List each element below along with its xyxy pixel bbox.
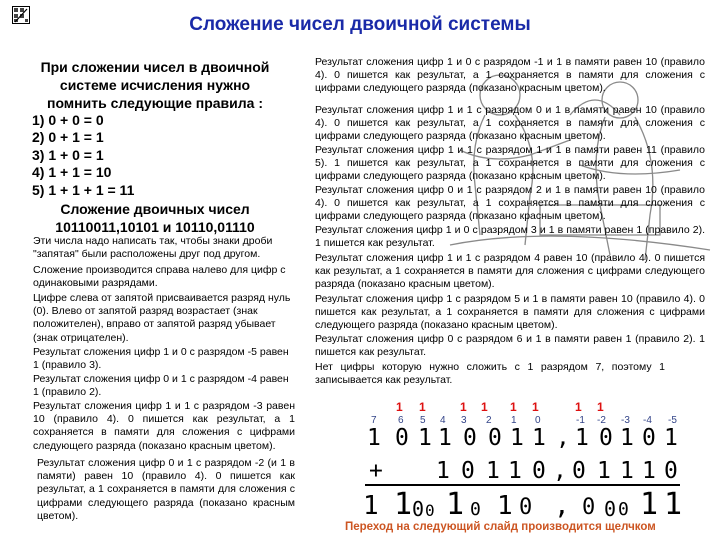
addend1-digit: 0 [395,425,409,451]
addend1-digit: 0 [488,425,502,451]
addend2-digit: 0 [664,458,678,484]
carry-digit: 1 [510,400,517,414]
position-label: 7 [371,415,377,426]
addend2-digit: 0 [532,458,546,484]
right-paragraph: Результат сложения цифр 1 с разрядом 5 и 1 в памяти равен 10 (правило 4). 0 пишется как результат, а 1 сохраняется в памяти для сложения с цифрами следующего разряда (показано красным цветом). [315,293,705,332]
example-title: Сложение двоичных чисел 10110011,10101 и 10110,01110 [55,201,255,235]
addend1-digit: 1 [367,425,381,451]
result-digit: 1 [363,491,379,521]
footer-hint: Переход на следующий слайд производится щелчком [345,521,656,533]
addend1-digit: , [556,425,570,451]
right-paragraph: Результат сложения цифр 1 и 1 с разрядом 4 равен 10 (правило 4). 0 пишется как результат, а 1 сохраняется в памяти для сложения с цифрами следующего разряда (показано красным цветом). [315,252,705,291]
position-label: 4 [440,415,446,426]
result-digit: 0 [618,499,629,520]
carry-digit: 1 [481,400,488,414]
addend2-digit: 1 [508,458,522,484]
position-label: 1 [511,415,517,426]
position-label: -1 [576,415,585,426]
result-digit: 0 [519,495,533,520]
carry-digit: 1 [575,400,582,414]
page-title: Сложение чисел двоичной системы [189,14,531,35]
addend2-digit: 1 [642,458,656,484]
left-paragraph: Результат сложения цифр 1 и 1 с разрядом -3 равен 10 (правило 4). 0 пишется как результат, а 1 сохраняется в памяти для сложения с цифрами следующего разряда (показано красным цветом). [33,400,295,452]
addend2-digit: , [553,458,567,484]
result-digit: 1 [664,487,683,522]
left-paragraph: Результат сложения цифр 0 и 1 с разрядом -4 равен 1 (правило 2). [33,373,289,399]
addend1-digit: 1 [438,425,452,451]
position-label: -3 [621,415,630,426]
result-digit: 1 [497,491,513,521]
rule-item: 2) 0 + 1 = 1 [32,129,104,146]
position-label: -4 [643,415,652,426]
result-digit: 1 [446,487,465,522]
result-digit: 0 [604,497,617,521]
result-digit: 1 [394,487,413,522]
rule-item: 5) 1 + 1 + 1 = 11 [32,181,135,198]
right-paragraph: Результат сложения цифр 1 и 1 с разрядом 1 и 1 в памяти равен 11 (правило 5). 1 пишется как результат, а 1 сохраняется в памяти для сложения с цифрами следующего разряда (показано красным цветом). [315,144,705,183]
result-digit: 0 [470,499,481,520]
right-paragraph: Результат сложения цифр 0 с разрядом 6 и 1 в памяти равен 1 (правило 2). 1 пишется как результат. [315,333,705,359]
result-digit: , [554,491,570,521]
left-paragraph: Сложение производится справа налево для цифр с одинаковыми разрядами. [33,264,286,290]
carry-digit: 1 [597,400,604,414]
position-label: 6 [398,415,404,426]
sum-line [365,484,680,486]
addend2-digit: 1 [486,458,500,484]
addend1-digit: 0 [599,425,613,451]
result-digit: 0 [412,497,425,521]
addend1-digit: 0 [642,425,656,451]
rules-heading: При сложении чисел в двоичной системе исчисления нужно помнить следующие правила : [40,59,270,111]
carry-digit: 1 [396,400,403,414]
left-paragraph: Результат сложения цифр 1 и 0 с разрядом -5 равен 1 (правило 3). [33,346,289,372]
position-label: 5 [420,415,426,426]
addend1-digit: 1 [575,425,589,451]
position-label: -2 [597,415,606,426]
right-paragraph: Нет цифры которую нужно сложить с 1 разрядом 7, поэтому 1 записывается как результат. [315,361,665,387]
left-paragraph: Результат сложения цифр 0 и 1 с разрядом -2 (и 1 в памяти) равен 10 (правило 4). 0 пишется как результат, а 1 сохраняется в памяти для сложения с цифрами следующего разряда (показано красным цветом). [37,457,295,522]
rule-item: 3) 1 + 0 = 1 [32,146,104,163]
addend1-digit: 1 [532,425,546,451]
carry-digit: 1 [532,400,539,414]
carry-digit: 1 [419,400,426,414]
right-paragraph: Результат сложения цифр 1 и 1 с разрядом 0 и 1 в памяти равен 10 (правило 4). 0 пишется как результат, а 1 сохраняется в памяти для сложения с цифрами следующего разряда (показано красным цветом). [315,104,705,143]
position-label: 0 [535,415,541,426]
addend1-digit: 1 [664,425,678,451]
left-paragraph: Эти числа надо написать так, чтобы знаки дроби "запятая" были расположены друг под другом. [33,235,273,261]
right-paragraph: Результат сложения цифр 1 и 0 с разрядом -1 и 1 в памяти равен 10 (правило 4). 0 пишется как результат, а 1 сохраняется в памяти для сложения с цифрами следующего разряда (показано красным цветом). [315,56,705,95]
result-digit: 0 [425,501,435,520]
right-paragraph: Результат сложения цифр 1 и 0 с разрядом 3 и 1 в памяти равен 1 (правило 2). 1 пишется как результат. [315,224,705,250]
addend2-digit: 1 [597,458,611,484]
left-paragraph: Цифре слева от запятой присваивается разряд нуль (0). Влево от запятой разряд возрастает (знак положителен), вправо от запятой разряд убывает (знак отрицателен). [33,292,291,344]
addend1-digit: 1 [510,425,524,451]
position-label: 3 [461,415,467,426]
plus-sign: + [369,458,383,484]
result-digit: 0 [582,495,596,520]
result-digit: 1 [640,487,659,522]
carry-digit: 1 [460,400,467,414]
right-paragraph: Результат сложения цифр 0 и 1 с разрядом 2 и 1 в памяти равен 10 (правило 4). 0 пишется как результат, а 1 сохраняется в памяти для сложения с цифрами следующего разряда (показано красным цветом). [315,184,705,223]
addend2-digit: 1 [436,458,450,484]
rule-item: 1) 0 + 0 = 0 [32,112,104,128]
position-label: 2 [486,415,492,426]
addend1-digit: 0 [463,425,477,451]
addend1-digit: 1 [418,425,432,451]
addend2-digit: 1 [620,458,634,484]
rule-item: 4) 1 + 1 = 10 [32,164,112,181]
addend2-digit: 0 [461,458,475,484]
addend2-digit: 0 [572,458,586,484]
addend1-digit: 1 [620,425,634,451]
position-label: -5 [668,415,677,426]
